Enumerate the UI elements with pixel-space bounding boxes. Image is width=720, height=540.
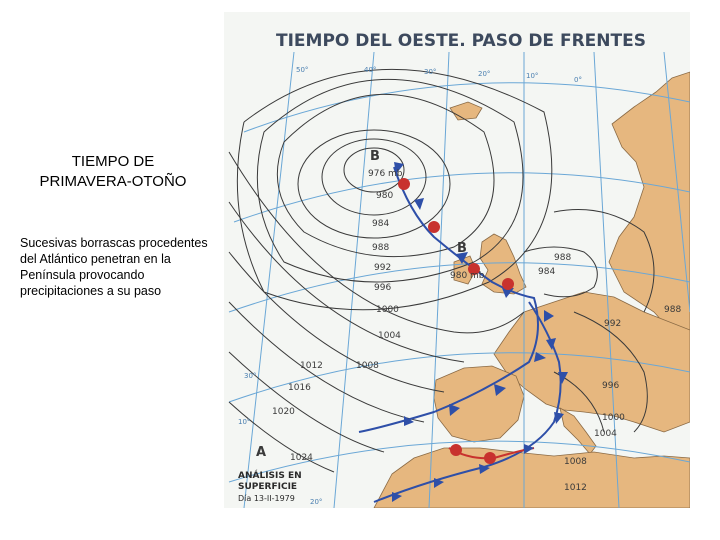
heading-line-1: TIEMPO DE (71, 153, 155, 170)
isobar-label: 988 (554, 253, 572, 263)
lat-label: 30° (244, 372, 257, 380)
isobar-label: 980 (376, 191, 394, 201)
isobar-label: 992 (604, 319, 622, 329)
lat-label: 20° (310, 498, 323, 506)
high-pressure-value: 1024 (290, 453, 313, 463)
weather-map (224, 12, 690, 508)
lat-label: 10° (526, 72, 539, 80)
lat-label: 10° (238, 418, 251, 426)
heading-line-2: PRIMAVERA-OTOÑO (39, 173, 187, 190)
isobar-label: 1012 (300, 361, 323, 371)
legend-label-2: SUPERFICIE (238, 482, 298, 492)
isobar-label: 1008 (356, 361, 379, 371)
legend-label-1: ANÁLISIS EN (238, 471, 302, 481)
isobar-label: 1000 (602, 413, 625, 423)
isobar-label: 1016 (288, 383, 311, 393)
low-pressure-value-1: 976 mb (368, 169, 403, 179)
high-pressure-symbol: A (256, 445, 267, 460)
low-pressure-value-2: 980 mb (450, 271, 485, 281)
isobar-label: 988 (372, 243, 390, 253)
isobar-label: 1020 (272, 407, 295, 417)
slide-heading (18, 152, 208, 192)
low-pressure-symbol-2: B (457, 241, 467, 256)
legend-date: Día 13-II-1979 (238, 494, 295, 503)
land-italy (560, 408, 596, 454)
lat-label: 20° (478, 70, 491, 78)
map-title: TIEMPO DEL OESTE. PASO DE FRENTES (276, 31, 646, 51)
isobar-label: 1012 (564, 483, 587, 493)
low-pressure-symbol-1: B (370, 149, 380, 164)
land-iberia (434, 366, 524, 442)
isobar-label: 996 (374, 283, 392, 293)
isobar-label: 996 (602, 381, 620, 391)
isobar-label: 1000 (376, 305, 399, 315)
isobar-label: 984 (372, 219, 390, 229)
isobar-label: 1008 (564, 457, 587, 467)
land-iceland (450, 102, 482, 120)
land-masses (374, 72, 690, 508)
isobar-label: 988 (664, 305, 682, 315)
lat-label: 40° (364, 66, 377, 74)
isobar-label: 1004 (378, 331, 401, 341)
lat-label: 50° (296, 66, 309, 74)
lat-label: 30° (424, 68, 437, 76)
lat-label: 0° (574, 76, 582, 84)
isobar-label: 1004 (594, 429, 617, 439)
isobar-label: 984 (538, 267, 556, 277)
land-africa (374, 448, 690, 508)
slide-description: Sucesivas borrascas procedentes del Atlántico penetran en la Península provocando precipitaciones a su paso (20, 236, 208, 298)
isobar-label: 992 (374, 263, 392, 273)
